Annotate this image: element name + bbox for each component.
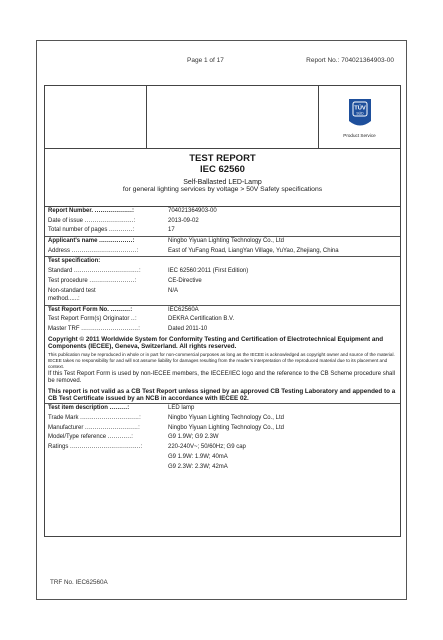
svg-text:TÜV: TÜV — [353, 105, 366, 111]
field-test-item-description: Test item description .........: LED lamp — [45, 403, 400, 414]
report-title: TEST REPORT — [189, 153, 256, 164]
rating-line-2: G9 1.9W: 1.9W; 40mA — [168, 453, 228, 460]
field-test-procedure: Test procedure .......................: CE-Directive — [48, 277, 202, 284]
publication-notice: This publication may be reproduced in whole or in part for non-commercial purposes as long as the IECEE is acknowledged as copyright owner and source of the material. IECEE takes no responsibility for and will not assume liability for damages resulting from the reader's interpretation of the reproduced material due to its placement and context. — [48, 352, 395, 369]
logo-caption: Product Service — [343, 132, 376, 138]
field-non-standard-method: Non-standard test method......: N/A — [48, 287, 179, 303]
field-ratings: Ratings ....................................: 220-240V~; 50/60Hz; G9 cap — [48, 444, 246, 451]
field-report-number: Report Number. ...................: 704021364903-00 — [48, 208, 217, 214]
header-box — [44, 85, 401, 149]
field-trade-mark: Trade Mark ..............................: Ningbo Yiyuan Lighting Technology Co., Ltd — [48, 415, 284, 422]
page-number: Page 1 of 17 — [187, 57, 224, 64]
scope-subtitle: for general lighting services by voltage > 50V Safety specifications — [122, 186, 323, 193]
report-number-header: Report No.: 704021364903-00 — [306, 57, 394, 64]
report-fields — [44, 207, 401, 537]
product-subtitle: Self-Ballasted LED-Lamp — [183, 179, 262, 186]
tuv-logo-icon — [346, 97, 374, 131]
validity-notice: This report is not valid as a CB Test Report unless signed by an approved CB Testing Laboratory and appended to a CB Test Certificate issued by an NCB in accordance with IECEE 02. — [48, 387, 396, 402]
field-model-type: Model/Type reference ............: G9 1.9W; G9 2.3W — [48, 434, 219, 441]
rating-line-3: G9 2.3W: 2.3W; 42mA — [168, 463, 228, 470]
trf-footer: TRF No. IEC62560A — [50, 579, 108, 586]
report-page — [36, 40, 407, 600]
svg-text:SÜD: SÜD — [355, 111, 364, 115]
field-manufacturer: Manufacturer ...........................: Ningbo Yiyuan Lighting Technology Co., Ltd — [48, 424, 284, 431]
copyright-notice: Copyright © 2011 Worldwide System for Conformity Testing and Certification of Electrotechnical Equipment and Components (IECEE), Geneva, Switzerland. All rights reserved. — [48, 335, 384, 350]
field-test-specification: Test specification: — [45, 256, 400, 267]
field-applicant-name: Applicant's name .................: Ningbo Yiyuan Lighting Technology Co., Ltd — [45, 236, 400, 247]
field-standard: Standard .................................: IEC 62560:2011 (First Edition) — [48, 268, 249, 275]
header-cell-middle — [147, 86, 319, 148]
standard-title: IEC 62560 — [200, 164, 245, 175]
non-iecee-notice: If this Test Report Form is used by non-IECEE members, the IECEE/IEC logo and the reference to the CB Scheme procedure shall be removed. — [48, 371, 396, 385]
title-block — [44, 149, 401, 207]
field-date-of-issue: Date of issue .........................: 2013-09-02 — [48, 217, 199, 224]
field-master-trf: Master TRF .............................: Dated 2011-10 — [48, 325, 208, 332]
header-cell-logo — [319, 86, 400, 148]
header-cell-left — [45, 86, 147, 148]
field-total-pages: Total number of pages ............: 17 — [48, 227, 175, 234]
field-trf-originator: Test Report Form(s) Originator ..: DEKRA Certification B.V. — [48, 316, 235, 323]
field-trf-number: Test Report Form No. ..........: IEC62560A — [45, 305, 400, 316]
field-address: Address .................................: East of YuFang Road, LiangYan Village, YuYao, Zhejiang, China — [48, 247, 339, 254]
